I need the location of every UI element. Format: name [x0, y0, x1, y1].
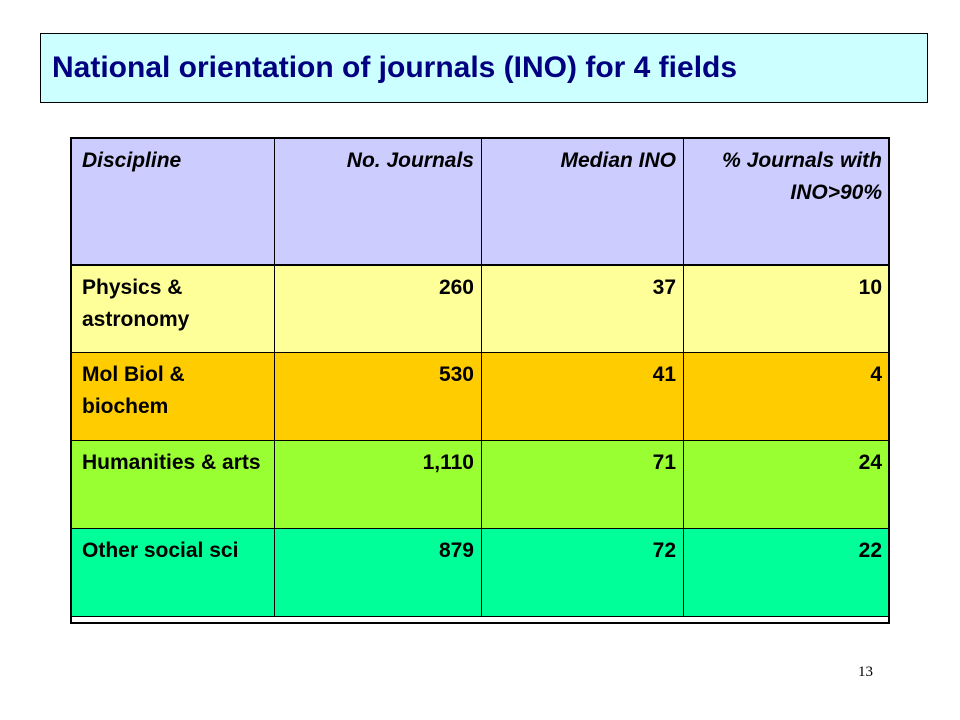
slide-title: National orientation of journals (INO) for 4 fields: [52, 51, 738, 84]
cell-discipline: Humanities & arts: [72, 441, 275, 529]
table-row: [72, 353, 890, 441]
header-pct-journals: % Journals with INO>90%: [684, 139, 890, 265]
cell-journals: 530: [275, 353, 482, 441]
cell-median-ino: 37: [482, 265, 684, 353]
cell-median-ino: 41: [482, 353, 684, 441]
cell-journals: 879: [275, 529, 482, 617]
cell-discipline: Other social sci: [72, 529, 275, 617]
cell-median-ino: 72: [482, 529, 684, 617]
cell-pct-over-90: 10: [684, 265, 890, 353]
header-discipline: Discipline: [72, 139, 275, 265]
title-box: [40, 33, 928, 103]
cell-median-ino: 71: [482, 441, 684, 529]
cell-journals: 1,110: [275, 441, 482, 529]
ino-table: [71, 138, 890, 617]
cell-pct-over-90: 24: [684, 441, 890, 529]
table-header-row: [72, 139, 890, 265]
header-no-journals: No. Journals: [275, 139, 482, 265]
table-row: [72, 441, 890, 529]
page-number: 13: [858, 664, 873, 680]
cell-pct-over-90: 4: [684, 353, 890, 441]
table-row: [72, 529, 890, 617]
cell-discipline: Mol Biol & biochem: [72, 353, 275, 441]
cell-pct-over-90: 22: [684, 529, 890, 617]
cell-discipline: Physics & astronomy: [72, 265, 275, 353]
cell-journals: 260: [275, 265, 482, 353]
header-median-ino: Median INO: [482, 139, 684, 265]
table-row: [72, 265, 890, 353]
